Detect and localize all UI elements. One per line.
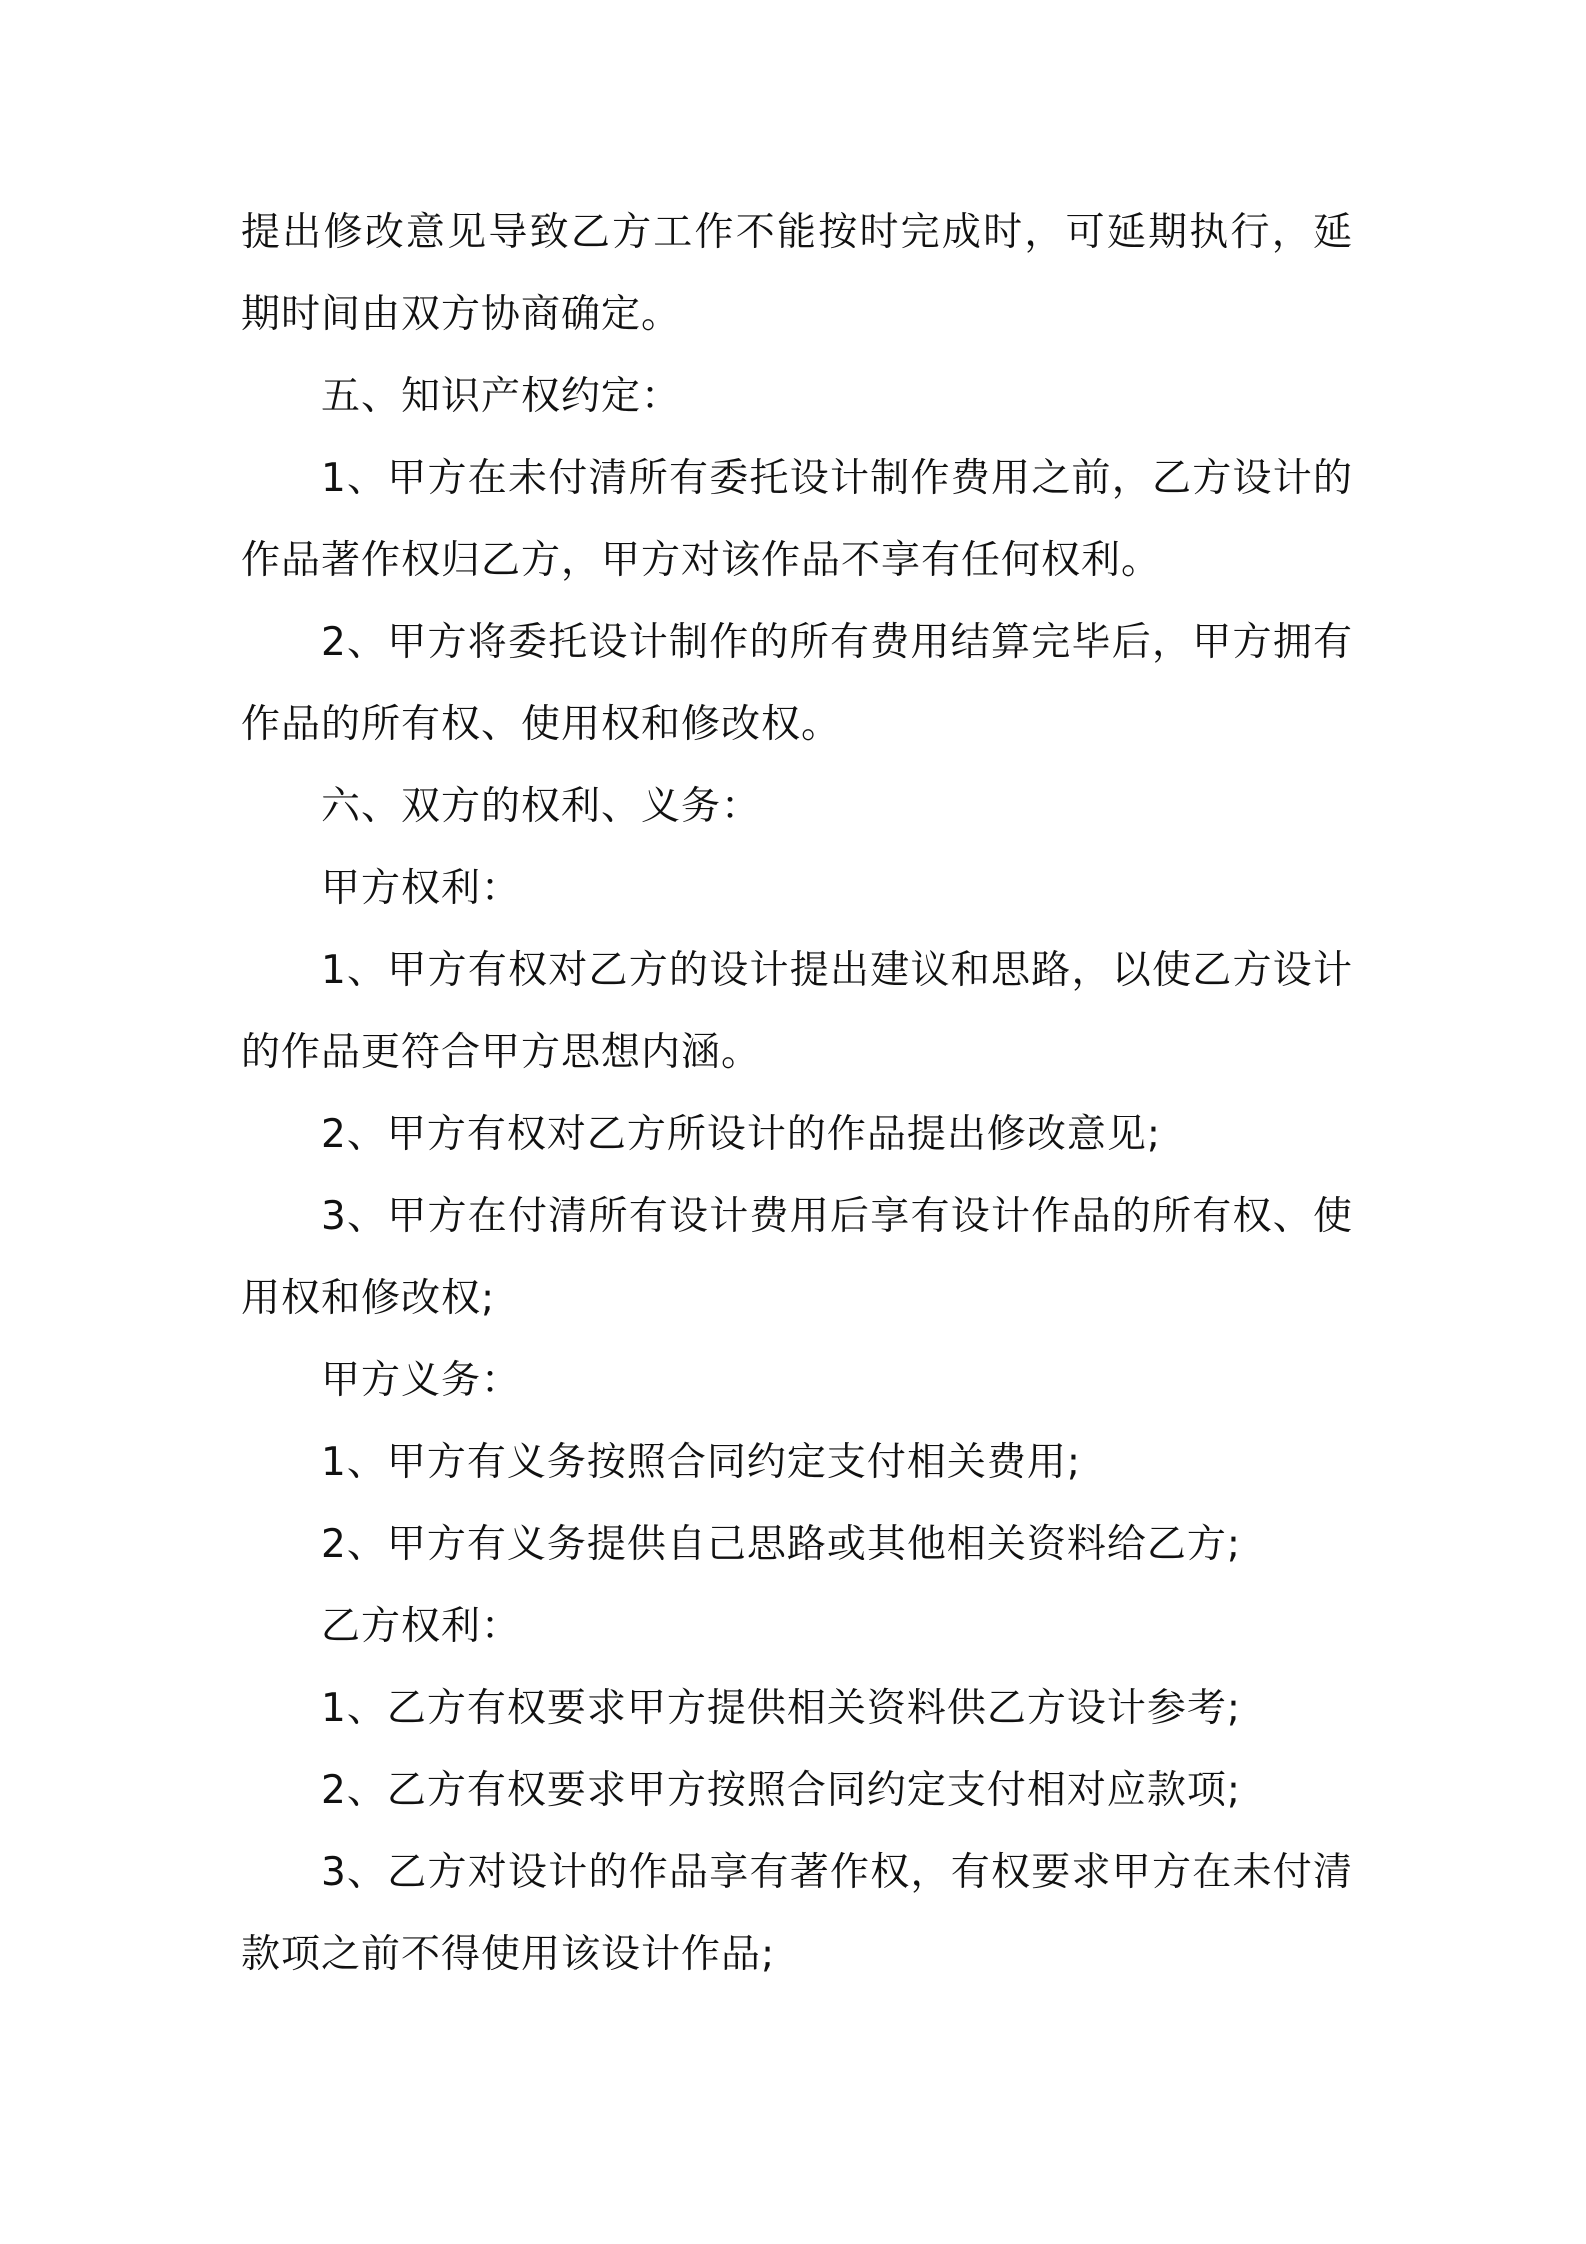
- paragraph-delay-clause: 提出修改意见导致乙方工作不能按时完成时，可延期执行，延期时间由双方协商确定。: [241, 210, 1353, 337]
- paragraph-ip-2: 2、甲方将委托设计制作的所有费用结算完毕后，甲方拥有作品的所有权、使用权和修改权。: [241, 620, 1353, 747]
- document-page: [241, 192, 1353, 1996]
- paragraph-party-a-obligation-2: 2、甲方有义务提供自己思路或其他相关资料给乙方;: [321, 1522, 1241, 1567]
- paragraph-party-b-right-3: 3、乙方对设计的作品享有著作权，有权要求甲方在未付清款项之前不得使用该设计作品;: [241, 1850, 1353, 1977]
- subheading-party-a-obligations: 甲方义务：: [321, 1358, 522, 1403]
- subheading-party-a-rights: 甲方权利：: [321, 866, 522, 911]
- paragraph-party-a-obligation-1: 1、甲方有义务按照合同约定支付相关费用;: [321, 1440, 1081, 1485]
- paragraph-party-a-right-2: 2、甲方有权对乙方所设计的作品提出修改意见;: [321, 1112, 1161, 1157]
- heading-ip-agreement: 五、知识产权约定：: [321, 374, 682, 419]
- subheading-party-b-rights: 乙方权利：: [321, 1604, 522, 1649]
- paragraph-party-a-right-1: 1、甲方有权对乙方的设计提出建议和思路，以使乙方设计的作品更符合甲方思想内涵。: [241, 948, 1353, 1075]
- paragraph-party-a-right-3: 3、甲方在付清所有设计费用后享有设计作品的所有权、使用权和修改权;: [241, 1194, 1353, 1321]
- heading-rights-obligations: 六、双方的权利、义务：: [321, 784, 762, 829]
- paragraph-party-b-right-1: 1、乙方有权要求甲方提供相关资料供乙方设计参考;: [321, 1686, 1241, 1731]
- paragraph-party-b-right-2: 2、乙方有权要求甲方按照合同约定支付相对应款项;: [321, 1768, 1241, 1813]
- paragraph-ip-1: 1、甲方在未付清所有委托设计制作费用之前，乙方设计的作品著作权归乙方，甲方对该作品不享有任何权利。: [241, 456, 1353, 583]
